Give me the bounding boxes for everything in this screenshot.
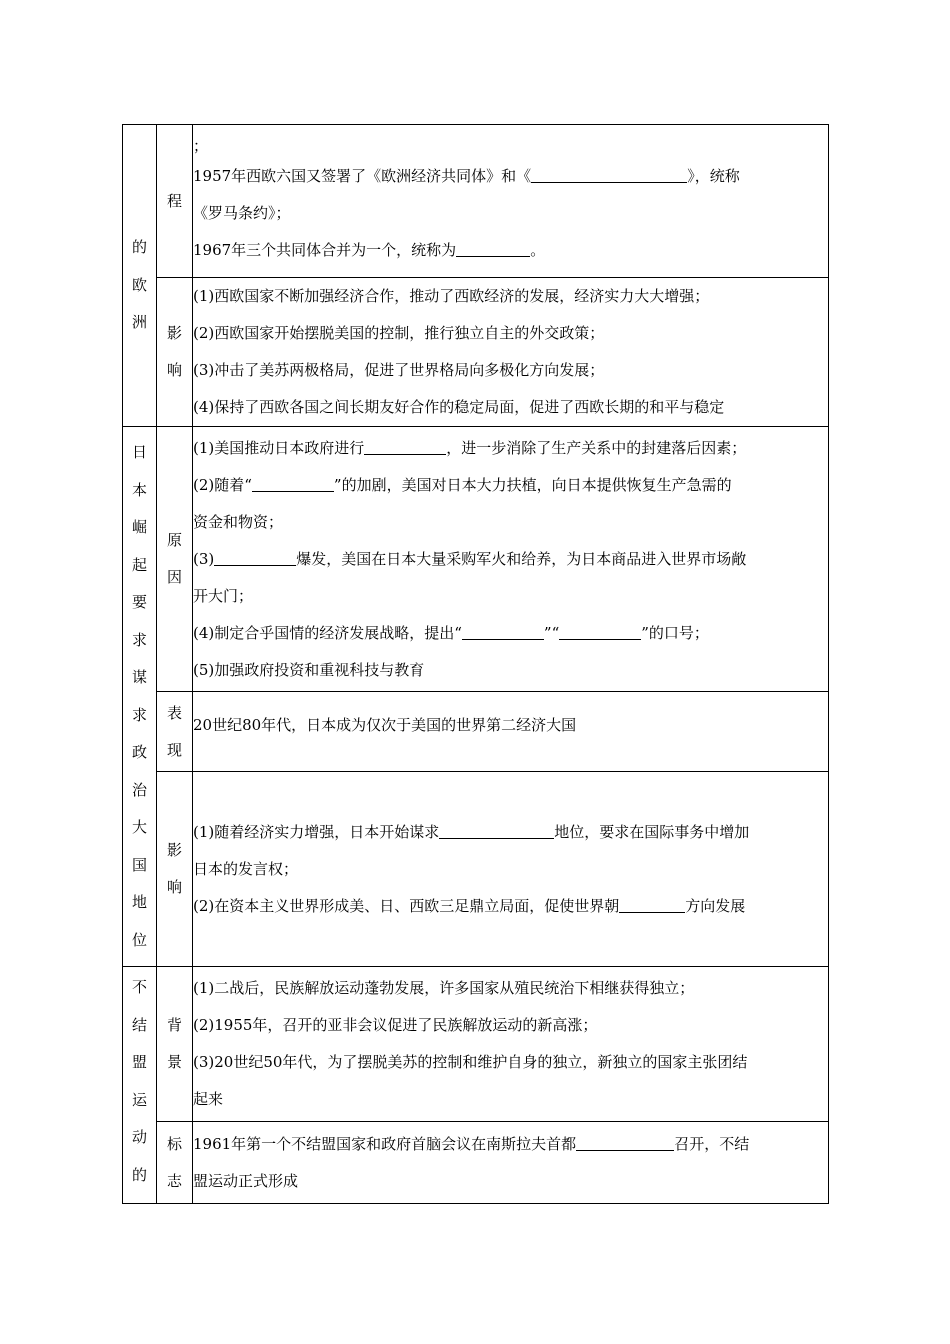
fill-blank[interactable] [619,898,685,913]
topic-char: 求 [131,630,147,649]
reason-line [193,430,828,467]
topic-char: 谋 [131,668,147,686]
process-text: 1957年西欧六国又签署了《欧洲经济共同体》和《 [193,166,532,185]
process-line: ； [193,136,209,155]
reason-text: (3) [193,549,215,568]
influence-text: (1)随着经济实力增强，日本开始谋求 [193,822,440,841]
topic-char: 治 [131,780,147,799]
fill-blank[interactable] [214,551,296,566]
fill-blank[interactable] [559,625,641,640]
background-content [193,967,829,1122]
subtopic-char: 原 [166,531,182,549]
reason-line [193,615,828,652]
subtopic-char: 景 [166,1053,182,1071]
reason-text: ，进一步消除了生产关系中的封建落后因素； [446,438,747,457]
sign-line: 盟运动正式形成 [193,1171,299,1190]
topic-char: 本 [131,480,147,499]
topic-char: 洲 [131,313,147,332]
subtopic-char: 因 [166,568,182,586]
reason-text: 爆发，美国在日本大量采购军火和给养，为日本商品进入世界市场敞 [296,549,747,568]
subtopic-reason [157,427,193,692]
topic-cell-japan [123,427,157,967]
topic-char: 的 [131,238,147,257]
topic-char: 起 [131,555,147,574]
reason-text: ”的口号； [641,623,709,642]
background-line: (2)1955年，召开的亚非会议促进了民族解放运动的新高涨； [193,1016,598,1034]
process-line [193,232,828,269]
reason-text: (2)随着“ [193,475,252,494]
reason-line: (5)加强政府投资和重视科技与教育 [193,660,425,679]
subtopic-char: 影 [166,841,182,859]
reason-text: (1)美国推动日本政府进行 [193,438,365,457]
topic-cell-europe [123,125,157,427]
fill-blank[interactable] [456,242,530,257]
reason-text: (4)制定合乎国情的经济发展战略，提出“ [193,623,462,642]
topic-char: 不 [131,978,147,996]
influence-text: (2)在资本主义世界形成美、日、西欧三足鼎立局面，促使世界朝 [193,896,620,915]
topic-char: 的 [131,1165,147,1184]
influence-line [193,814,828,851]
sign-line [193,1126,828,1163]
influence-line: (1)西欧国家不断加强经济合作，推动了西欧经济的发展，经济实力大大增强； [193,287,710,305]
japan-influence-content [193,772,829,967]
topic-char: 求 [131,705,147,724]
fill-blank[interactable] [439,824,554,839]
background-line: (1)二战后，民族解放运动蓬勃发展，许多国家从殖民统治下相继获得独立； [193,979,695,997]
subtopic-performance [157,692,193,772]
influence-text: 地位，要求在国际事务中增加 [554,822,750,841]
fill-blank[interactable] [531,168,687,183]
performance-content [193,692,829,772]
subtopic-process [157,125,193,278]
influence-line: (4)保持了西欧各国之间长期友好合作的稳定局面，促进了西欧长期的和平与稳定 [193,398,725,416]
topic-char: 运 [131,1090,147,1109]
process-line: 《罗马条约》； [193,203,291,222]
history-table [122,124,829,1204]
sign-text: 召开，不结 [674,1134,750,1153]
subtopic-background [157,967,193,1122]
topic-cell-nonaligned [123,967,157,1204]
topic-char: 盟 [131,1053,147,1071]
process-line [193,158,828,195]
topic-char: 政 [131,743,147,761]
influence-line: (2)西欧国家开始摆脱美国的控制，推行独立自主的外交政策； [193,324,605,342]
reason-content [193,427,829,692]
sign-content [193,1122,829,1204]
fill-blank[interactable] [364,440,446,455]
subtopic-char: 志 [166,1171,182,1190]
reason-text: ”“ [543,623,560,642]
process-content [193,125,829,278]
fill-blank[interactable] [252,477,334,492]
influence-line [193,888,828,925]
topic-char: 大 [131,818,147,836]
fill-blank[interactable] [576,1136,674,1151]
subtopic-char: 背 [166,1016,182,1034]
subtopic-sign [157,1122,193,1204]
topic-char: 欧 [131,275,147,294]
subtopic-char: 响 [166,361,182,379]
reason-line [193,541,828,578]
topic-char: 日 [131,443,147,461]
topic-char: 结 [131,1015,147,1034]
subtopic-char: 标 [166,1134,182,1153]
influence-text: 方向发展 [685,896,746,915]
reason-line: 开大门； [193,586,254,605]
topic-char: 国 [131,855,147,874]
reason-line [193,467,828,504]
process-text: 。 [530,240,546,259]
process-text: 1967年三个共同体合并为一个，统称为 [193,240,457,259]
reason-line: 资金和物资； [193,512,284,531]
subtopic-char: 表 [166,703,182,722]
topic-char: 要 [131,593,147,611]
influence-line: 日本的发言权； [193,859,299,878]
topic-char: 动 [131,1128,147,1146]
subtopic-char: 影 [166,324,182,342]
reason-text: ”的加剧，美国对日本大力扶植，向日本提供恢复生产急需的 [333,475,732,494]
fill-blank[interactable] [462,625,544,640]
background-line: 起来 [193,1090,224,1108]
subtopic-char: 现 [166,740,182,759]
background-line: (3)20世纪50年代，为了摆脱美苏的控制和维护自身的独立，新独立的国家主张团结 [193,1053,748,1071]
performance-line: 20世纪80年代，日本成为仅次于美国的世界第二经济大国 [193,716,577,734]
sign-text: 1961年第一个不结盟国家和政府首脑会议在南斯拉夫首都 [193,1134,577,1153]
subtopic-char: 响 [166,878,182,896]
process-text: 》，统称 [687,166,740,185]
europe-influence-content [193,278,829,427]
topic-char: 位 [131,930,147,949]
subtopic-japan-influence [157,772,193,967]
subtopic-europe-influence [157,278,193,427]
influence-line: (3)冲击了美苏两极格局，促进了世界格局向多极化方向发展； [193,361,605,379]
topic-char: 地 [131,893,147,911]
subtopic-char: 程 [166,191,182,210]
topic-char: 崛 [131,518,147,536]
